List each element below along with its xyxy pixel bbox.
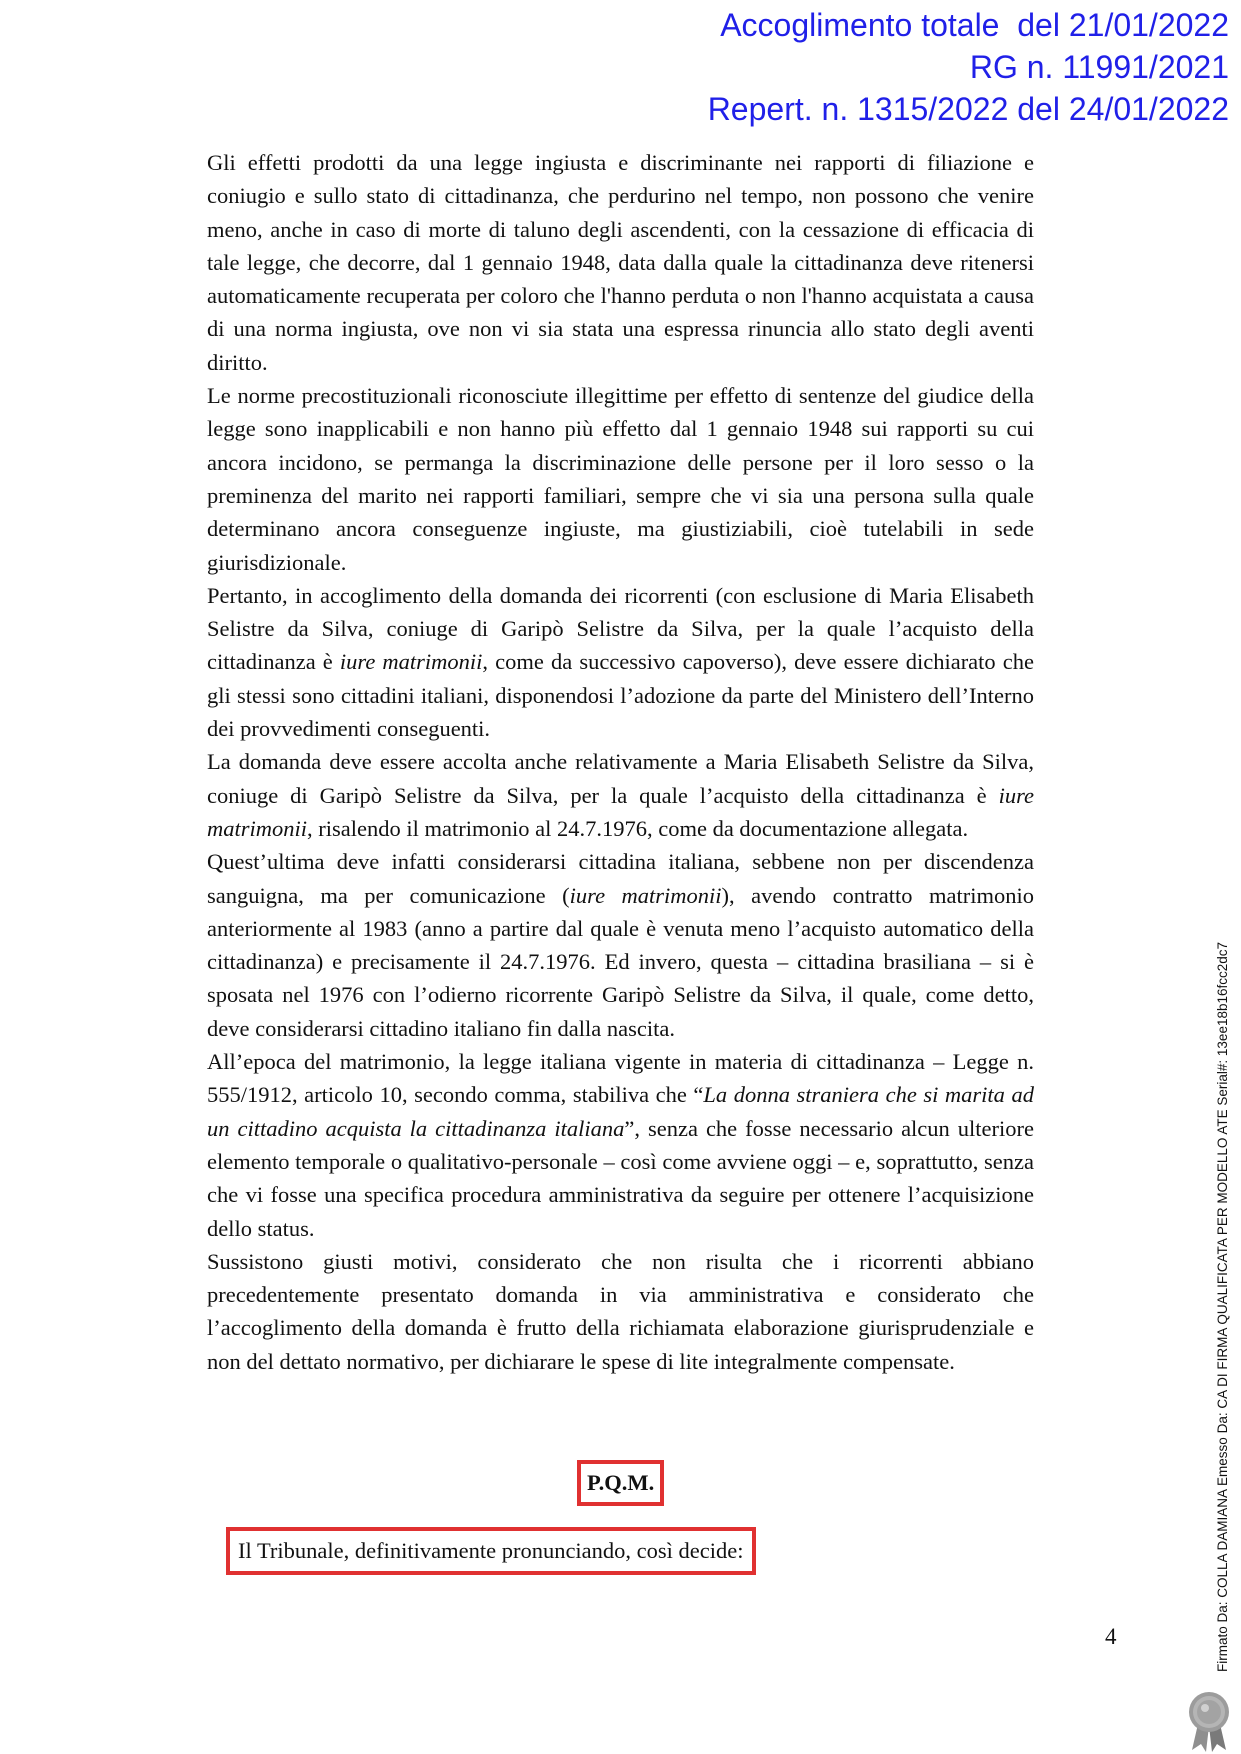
header-outcome: Accoglimento totale del 21/01/2022 (720, 7, 1229, 43)
paragraph-5-text: Quest’ultima deve infatti considerarsi cittadina italiana, sebbene non per discendenza sanguigna, ma per comunicazione ( (207, 849, 1034, 908)
paragraph-3 (207, 579, 1034, 745)
decision-line: Il Tribunale, definitivamente pronunciando, così decide: (226, 1527, 756, 1575)
paragraph-5-text-end: ), avendo contratto matrimonio anteriormente al 1983 (anno a partire dal quale è venuta meno l’acquisto automatico della cittadinanza) e precisamente il 24.7.1976. Ed invero, questa – cittadina brasiliana – si è sposata nel 1976 con l’odierno ricorrente Garipò Selistre da Silva, il quale, come detto, deve considerarsi cittadino italiano fin dalla nascita. (207, 882, 1034, 1041)
paragraph-4-italic: iure matrimonii (207, 782, 1034, 841)
document-header (708, 4, 1229, 130)
header-repertorio: Repert. n. 1315/2022 del 24/01/2022 (707, 91, 1229, 127)
paragraph-6 (207, 1045, 1034, 1245)
digital-signature-note: Firmato Da: COLLA DAMIANA Emesso Da: CA DI FIRMA QUALIFICATA PER MODELLO ATE Serial#: 13ee18b16fcc2dc7 (1215, 941, 1230, 1672)
paragraph-3-text: Pertanto, in accoglimento della domanda dei ricorrenti (con esclusione di Maria Elisabeth Selistre da Silva, coniuge di Garipò Selistre da Silva, per la quale l’acquisto della cittadinanza è (207, 582, 1034, 675)
paragraph-4-text: La domanda deve essere accolta anche relativamente a Maria Elisabeth Selistre da Silva, coniuge di Garipò Selistre da Silva, per la quale l’acquisto della cittadinanza è (207, 749, 1034, 808)
document-body (207, 146, 1034, 1378)
page-number: 4 (1105, 1624, 1117, 1649)
paragraph-4-text-end: , risalendo il matrimonio al 24.7.1976, come da documentazione allegata. (307, 815, 969, 841)
paragraph-6-text: All’epoca del matrimonio, la legge italiana vigente in materia di cittadinanza – Legge n. 555/1912, articolo 10, secondo comma, stabiliva che “ (207, 1049, 1034, 1108)
paragraph-5 (207, 845, 1034, 1045)
paragraph-7: Sussistono giusti motivi, considerato che non risulta che i ricorrenti abbiano precedentemente presentato domanda in via amministrativa e considerato che l’accoglimento della domanda è frutto della richiamata elaborazione giurisprudenziale e non del dettato normativo, per dichiarare le spese di lite integralmente compensate. (207, 1248, 1034, 1374)
paragraph-1: Gli effetti prodotti da una legge ingiusta e discriminante nei rapporti di filiazione e coniugio e sullo stato di cittadinanza, che perdurino nel tempo, non possono che venire meno, anche in caso di morte di taluno degli ascendenti, con la cessazione di efficacia di tale legge, che decorre, dal 1 gennaio 1948, data dalla quale la cittadinanza deve ritenersi automaticamente recuperata per coloro che l'hanno perduta o non l'hanno acquistata a causa di una norma ingiusta, ove non vi sia stata una espressa rinuncia allo stato degli aventi diritto. (207, 150, 1034, 375)
paragraph-3-text-end: , come da successivo capoverso), deve essere dichiarato che gli stessi sono cittadini italiani, disponendosi l’adozione da parte del Ministero dell’Interno dei provvedimenti conseguenti. (207, 649, 1034, 742)
header-rg-number: RG n. 11991/2021 (969, 49, 1229, 85)
rosette-seal-icon (1186, 1690, 1232, 1752)
paragraph-6-italic: La donna straniera che si marita ad un cittadino acquista la cittadinanza italiana (207, 1082, 1034, 1141)
paragraph-3-italic: iure matrimonii (339, 649, 483, 675)
paragraph-4 (207, 745, 1034, 845)
pqm-heading: P.Q.M. (577, 1460, 664, 1506)
paragraph-6-text-end: ”, senza che fosse necessario alcun ulteriore elemento temporale o qualitativo-personale – così come avviene oggi – e, soprattutto, senza che vi fosse una specifica procedura amministrativa da seguire per ottenere l’acquisizione dello status. (207, 1115, 1034, 1241)
paragraph-2: Le norme precostituzionali riconosciute illegittime per effetto di sentenze del giudice della legge sono inapplicabili e non hanno più effetto dal 1 gennaio 1948 sui rapporti su cui ancora incidono, se permanga la discriminazione delle persone per il loro sesso o la preminenza del marito nei rapporti familiari, sempre che vi sia una persona sulla quale determinano ancora conseguenze ingiuste, ma giustiziabili, cioè tutelabili in sede giurisdizionale. (207, 383, 1034, 575)
paragraph-5-italic: iure matrimonii (569, 882, 722, 908)
